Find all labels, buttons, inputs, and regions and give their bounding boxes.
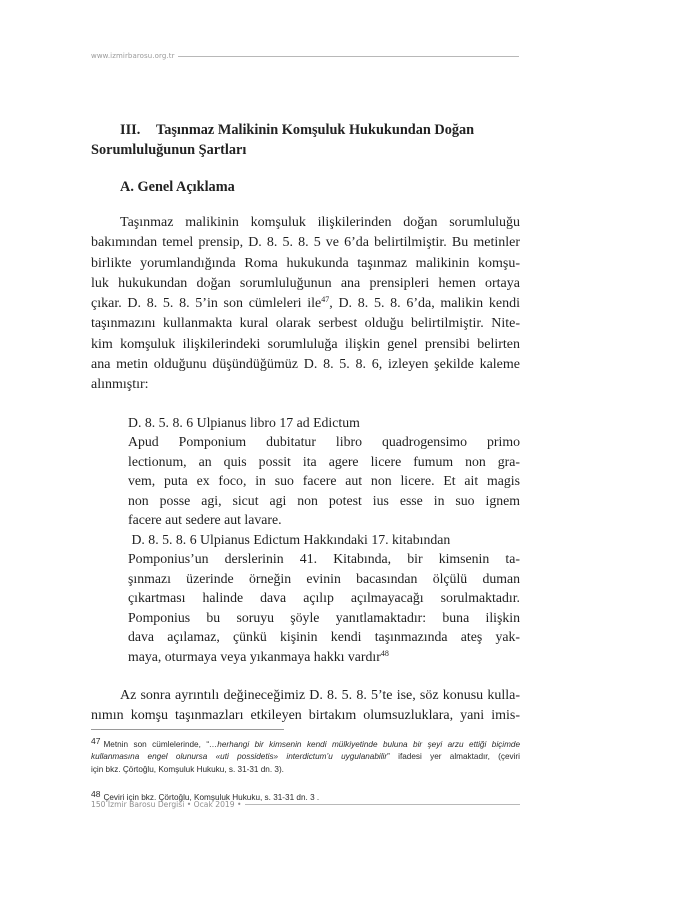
- footnote-number: 48: [91, 789, 101, 800]
- quote-line: çıkartması halinde dava açılıp açılmayacağı sorulmaktadır.: [128, 590, 520, 606]
- paragraph-1-line: bakımından temel prensip, D. 8. 5. 8. 5 ve 6’da belirtilmiştir. Bu metinler: [91, 235, 520, 251]
- paragraph-1-line-text: çıkar. D. 8. 5. 8. 5’in son cümleleri ile: [91, 296, 322, 312]
- footer-text: 150 İzmir Barosu Dergisi • Ocak 2019 •: [91, 800, 242, 809]
- paragraph-2: [91, 686, 520, 727]
- paragraph-1-line: Taşınmaz malikinin komşuluk ilişkilerinden doğan sorumluluğu: [120, 215, 520, 230]
- quote-line-text: maya, oturmaya veya yıkanmaya hakkı vardır: [128, 648, 381, 664]
- footnote-text: Çeviri için bkz. Çörtoğlu, Komşuluk Hukuku, s. 31-31 dn. 3 .: [103, 793, 320, 803]
- page-body: [91, 120, 520, 727]
- footnote-text: ” ifadesi yer almaktadır, (çeviri: [387, 752, 520, 762]
- footnote-47-line: için bkz. Çörtoğlu, Komşuluk Hukuku, s. 31-31 dn. 3).: [91, 764, 284, 774]
- paragraph-1-line: birlikte yorumlandığında Roma hukukunda taşınmaz malikinin komşu-: [91, 255, 520, 271]
- footnote-47-line: [91, 751, 520, 763]
- quote-line: D. 8. 5. 8. 6 Ulpianus libro 17 ad Edictum: [128, 414, 360, 430]
- section-heading: [91, 120, 520, 140]
- paragraph-1: [91, 213, 520, 396]
- quote-line: Pomponius’un derslerinin 41. Kitabında, bir kimsenin ta-: [128, 551, 520, 567]
- header-url: www.izmirbarosu.org.tr: [91, 52, 175, 60]
- quote-line: [128, 647, 520, 667]
- paragraph-2-line: nımın komşu taşınmazları etkileyen birtakım olumsuzluklara, yani imis-: [91, 708, 520, 724]
- block-quote: [128, 413, 520, 667]
- quote-line: facere aut sedere aut lavare.: [128, 512, 282, 528]
- footnote-separator: [91, 729, 284, 730]
- section-heading-line2: Sorumluluğunun Şartları: [91, 142, 247, 158]
- paragraph-1-line: [91, 294, 520, 314]
- footnote-47: [91, 735, 520, 776]
- quote-line: D. 8. 5. 8. 6 Ulpianus Edictum Hakkındaki 17. kitabından: [128, 531, 451, 547]
- header-rule: [178, 56, 519, 57]
- subsection-heading: A. Genel Açıklama: [120, 179, 235, 195]
- paragraph-1-line: luk hukukundan doğan sorumluluğunun ana prensipleri hemen ortaya: [91, 275, 520, 291]
- footnote-number: 47: [91, 736, 101, 746]
- quote-line: Pomponius bu soruyu şöyle yanıtlamaktadır: buna ilişkin: [128, 609, 520, 625]
- footnote-47-line: [91, 735, 520, 751]
- quote-line: non posse agi, sicut agi non potest ius esse in suo ignem: [128, 492, 520, 508]
- paragraph-1-line: ana metin olduğunu düşündüğümüz D. 8. 5. 8. 6, izleyen şekilde kaleme: [91, 357, 520, 373]
- quote-line: Apud Pomponium dubitatur libro quadrogensimo primo: [128, 434, 520, 450]
- section-title-line1: Taşınmaz Malikinin Komşuluk Hukukundan Doğan: [156, 122, 475, 138]
- footnotes: [91, 735, 520, 805]
- page-header: [91, 52, 519, 60]
- footnote-text: Metnin son cümlelerinde, “: [103, 740, 210, 749]
- footnote-italic-text: kullanmasına engel olunursa «uti possidetis» interdictum’u uygulanabilir: [91, 752, 388, 762]
- paragraph-2-line: Az sonra ayrıntılı değineceğimiz D. 8. 5. 8. 5’te ise, söz konusu kulla-: [120, 688, 520, 704]
- page-footer: [91, 800, 520, 809]
- footnote-ref-48[interactable]: 48: [380, 648, 389, 658]
- paragraph-1-line: taşınmazını kullanmakta kural olarak serbest olduğu belirtilmiştir. Nite-: [91, 316, 520, 332]
- footnote-ref-47[interactable]: 47: [321, 295, 330, 305]
- footnote-italic-text: …herhangi bir kimsenin kendi mülkiyetinde buluna bir şeyi arzu ettiği biçimde: [209, 740, 520, 749]
- quote-line: şınmazı üzerinde örneğin evinin bacasından ölçülü duman: [128, 570, 520, 586]
- section-number: III.: [120, 122, 141, 138]
- quote-line: vem, puta ex foco, in suo facere aut non licere. Et ait magis: [128, 473, 520, 489]
- paragraph-1-line: alınmıştır:: [91, 377, 149, 393]
- paragraph-1-line-text: , D. 8. 5. 8. 6’da, malikin kendi: [329, 296, 520, 312]
- quote-line: dava açılamaz, çünkü kişinin kendi taşınmazında ateş yak-: [128, 629, 520, 645]
- paragraph-1-line: kim komşuluk ilişkilerindeki sorumluluğa ilişkin genel prensibi belirten: [91, 336, 520, 352]
- quote-line: lectionum, an quis possit ita agere licere fumum non gra-: [128, 453, 520, 469]
- footer-rule: [245, 804, 520, 805]
